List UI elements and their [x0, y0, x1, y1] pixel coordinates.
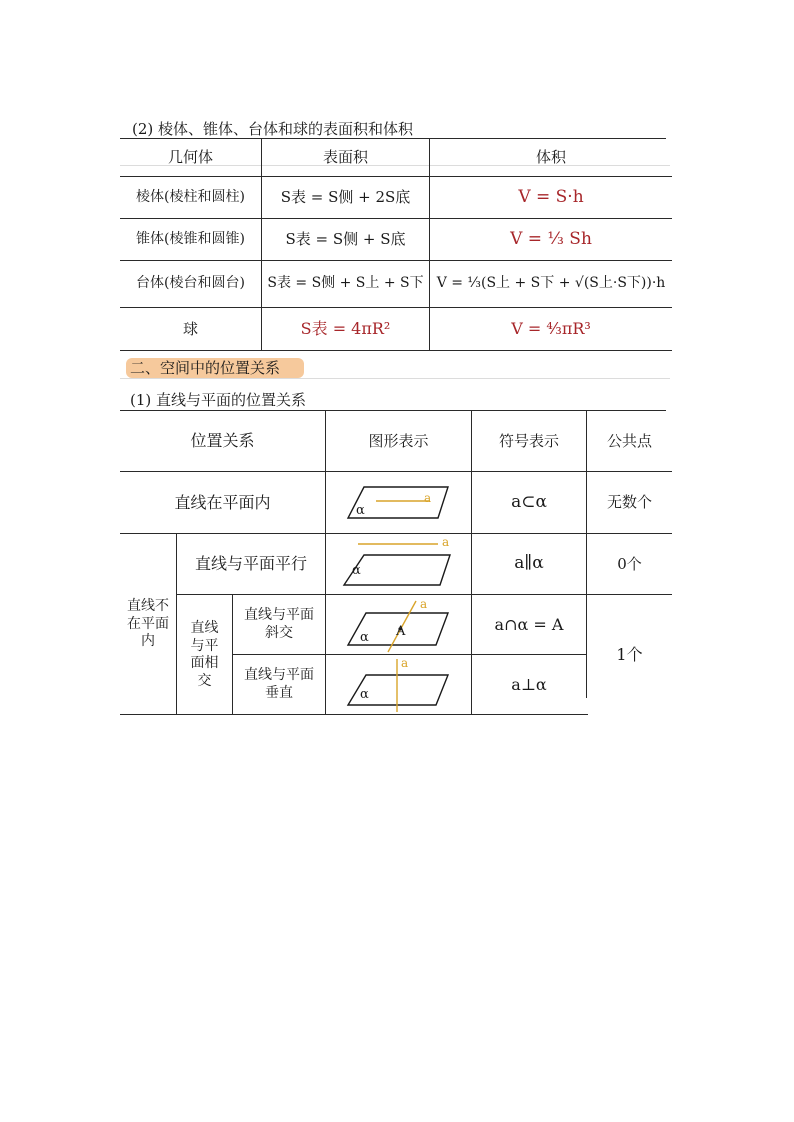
points-parallel: 0个: [617, 554, 642, 573]
plane-label: α: [352, 563, 361, 578]
area-pyramid: S表 = S侧 + S底: [285, 230, 406, 249]
figure-parallel: [326, 534, 471, 594]
shape-pyramid: 锥体(棱锥和圆锥): [136, 230, 245, 247]
area-sphere: S表 = 4πR²: [300, 319, 391, 338]
volume-sphere: V = ⁴⁄₃πR³: [511, 319, 591, 338]
line-label: a: [424, 491, 432, 505]
header-volume: 体积: [535, 147, 566, 166]
volume-frustum: V = ⅓(S上 + S下 + √(S上·S下))·h: [436, 275, 666, 292]
shape-frustum: 台体(棱台和圆台): [136, 275, 245, 292]
table-border: [120, 350, 672, 351]
symbol-oblique: a∩α = A: [494, 614, 564, 634]
points-in-plane: 无数个: [606, 493, 652, 512]
figure-in-plane: [326, 472, 471, 533]
relation-oblique: 直线与平面斜交: [244, 607, 314, 641]
relation-parallel: 直线与平面平行: [194, 554, 307, 573]
volume-prism: V = S·h: [518, 186, 584, 207]
line-label: a: [420, 597, 428, 611]
ruled-line: [120, 378, 670, 379]
header-figure: 图形表示: [368, 431, 429, 450]
point-label: A: [396, 624, 406, 639]
relation-intersect: 直线与平面相交: [190, 620, 219, 689]
header-area: 表面积: [322, 147, 368, 166]
symbol-parallel: a∥α: [514, 553, 544, 574]
section-title: (2) 棱体、锥体、台体和球的表面积和体积: [132, 120, 414, 138]
area-prism: S表 = S侧 + 2S底: [280, 188, 411, 207]
points-intersect: 1个: [616, 645, 643, 664]
plane-label: α: [360, 687, 369, 702]
relation-perpendicular: 直线与平面垂直: [244, 667, 314, 701]
line-label: a: [442, 535, 450, 549]
plane-label: α: [360, 630, 369, 645]
section-heading: 二、空间中的位置关系: [130, 359, 281, 377]
volume-pyramid: V = ⅓ Sh: [510, 228, 592, 249]
area-frustum: S表 = S侧 + S上 + S下: [267, 275, 424, 292]
header-shape: 几何体: [167, 147, 213, 166]
header-points: 公共点: [606, 431, 652, 450]
line-label: a: [401, 656, 409, 670]
figure-perpendicular: [326, 655, 471, 714]
plane-label: α: [356, 503, 365, 518]
header-symbol: 符号表示: [498, 431, 559, 450]
section-subtitle: (1) 直线与平面的位置关系: [130, 391, 307, 409]
header-relation: 位置关系: [190, 431, 255, 450]
group-not-in-plane: 直线不在平面内: [127, 598, 169, 650]
shape-prism: 棱体(棱柱和圆柱): [136, 188, 245, 205]
symbol-perpendicular: a⊥α: [511, 674, 547, 694]
shape-sphere: 球: [182, 319, 198, 338]
relation-in-plane: 直线在平面内: [174, 492, 271, 512]
symbol-in-plane: a⊂α: [511, 491, 547, 512]
